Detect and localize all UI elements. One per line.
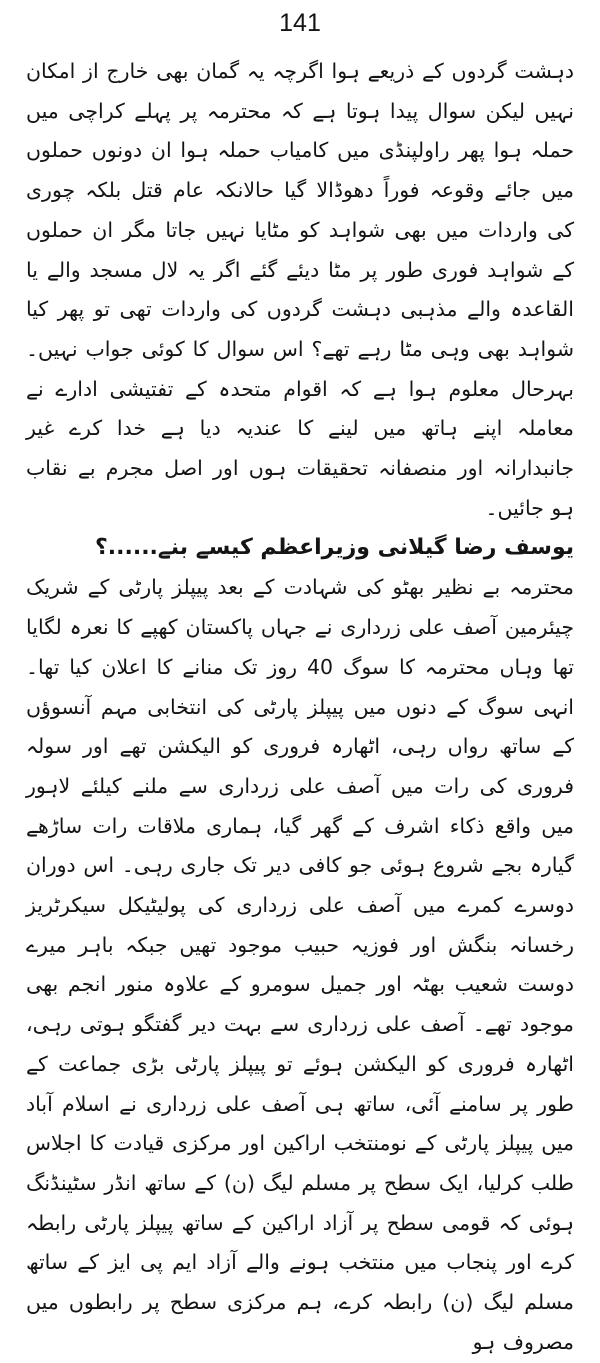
body-paragraph-2: محترمہ بے نظیر بھٹو کی شہادت کے بعد پیپلز پارٹی کے شریک چیئرمین آصف علی زرداری نے جہاں پاکستان کھپے کا نعرہ لگایا تھا وہاں محترمہ کا سوگ 40 روز تک منانے کا اعلان کیا تھا۔ انہی سوگ کے دنوں میں پیپلز پارٹی کی انتخابی مہم آنسوؤں کے ساتھ رواں رہی، اٹھارہ فروری کو الیکشن تھے اور سولہ فروری کی رات میں آصف علی زرداری سے ملنے کیلئے لاہور میں واقع ذکاء اشرف کے گھر گیا، ہماری ملاقات رات ساڑھے گیارہ بجے شروع ہوئی جو کافی دیر تک جاری رہی۔ اس دوران دوسرے کمرے میں آصف علی زرداری کی پولیٹیکل سیکرٹریز رخسانہ بنگش اور فوزیہ حبیب موجود تھیں جبکہ باہر میرے دوست شعیب بھٹہ اور جمیل سومرو کے علاوہ منور انجم بھی موجود تھے۔ آصف علی زرداری سے بہت دیر گفتگو ہوتی رہی، اٹھارہ فروری کو الیکشن ہوئے تو پیپلز پارٹی بڑی جماعت کے طور پر سامنے آئی، ساتھ ہی آصف علی زرداری نے اسلام آباد میں پیپلز پارٹی کے نومنتخب اراکین اور مرکزی قیادت کا اجلاس طلب کرلیا، ایک سطح پر مسلم لیگ (ن) کے ساتھ انڈر سٹینڈنگ ہوئی کہ قومی سطح پر آزاد اراکین کے ساتھ پیپلز پارٹی رابطہ کرے اور پنجاب میں منتخب ہونے والے آزاد ایم پی ایز کے ساتھ مسلم لیگ (ن) رابطہ کرے، ہم مرکزی سطح پر رابطوں میں مصروف ہو: [26, 575, 574, 1354]
page-number: 141: [279, 9, 321, 37]
body-paragraph-1: دہشت گردوں کے ذریعے ہوا اگرچہ یہ گمان بھی خارج از امکان نہیں لیکن سوال پیدا ہوتا ہے کہ محترمہ پر پہلے کراچی میں حملہ ہوا پھر راولپنڈی میں کامیاب حملہ ہوا ان دونوں حملوں میں جائے وقوعہ فوراً دھوڈالا گیا حالانکہ عام قتل بلکہ چوری کی واردات میں بھی شواہد کو مٹایا نہیں جاتا مگر ان حملوں کے شواہد فوری طور پر مٹا دیئے گئے اگر یہ لال مسجد والے یا القاعدہ والے مذہبی دہشت گردوں کی واردات تھی تو پھر کیا شواہد بھی وہی مٹا رہے تھے؟ اس سوال کا کوئی جواب نہیں۔ بہرحال معلوم ہوا ہے کہ اقوام متحدہ کے تفتیشی ادارے نے معاملہ اپنے ہاتھ میں لینے کا عندیہ دیا ہے خدا کرے غیر جانبدارانہ اور منصفانہ تحقیقات ہوں اور اصل مجرم بے نقاب ہو جائیں۔: [26, 59, 574, 520]
section-heading: یوسف رضا گیلانی وزیراعظم کیسے بنے......؟: [95, 535, 574, 561]
